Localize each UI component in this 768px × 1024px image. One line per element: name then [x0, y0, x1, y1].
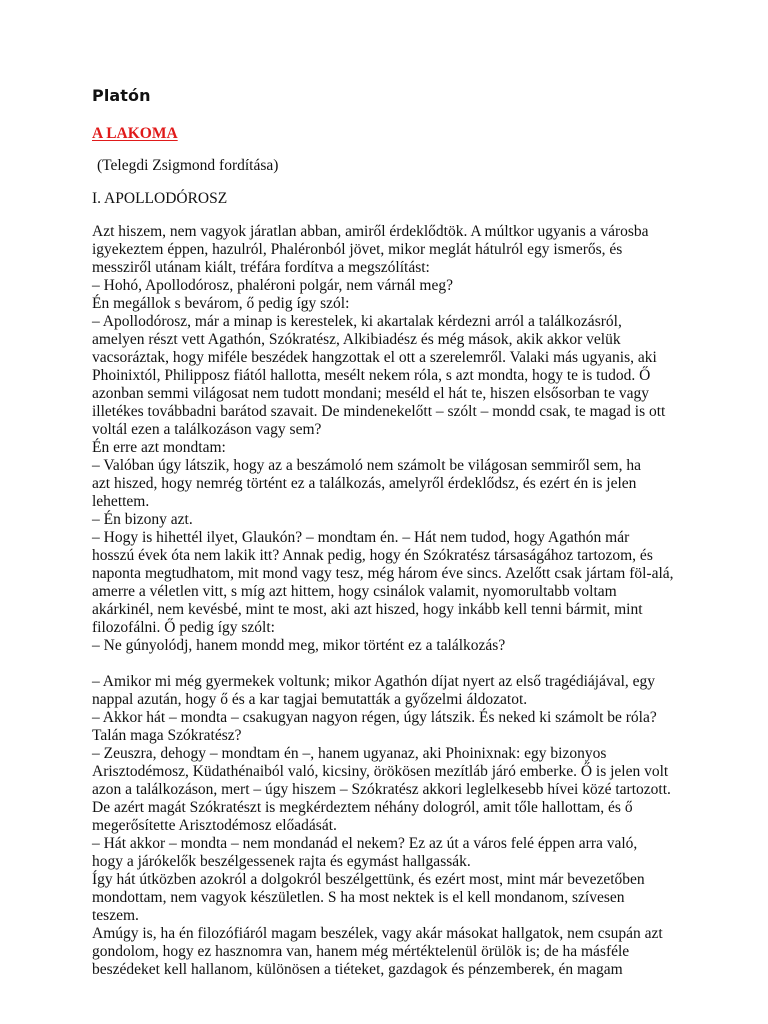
text-line: Arisztodémosz, Küdathénaiból való, kicsiny, örökösen mezítláb járó emberke. Ő is jelen volt	[92, 763, 669, 780]
text-line: Én megállok s bevárom, ő pedig így szól:	[92, 295, 350, 312]
text-line: Így hát útközben azokról a dolgokról beszélgettünk, és ezért most, mint már bevezetőben	[92, 871, 645, 888]
text-line: lehettem.	[92, 493, 150, 510]
text-line: hosszú évek óta nem lakik itt? Annak pedig, hogy én Szókratész társaságához tartozom, és	[92, 547, 653, 564]
text-line: amelyen részt vett Agathón, Szókratész, Alkibiadész és még mások, akik akkor velük	[92, 331, 621, 348]
text-line: – Apollodórosz, már a minap is kerestelek, ki akartalak kérdezni arról a találkozásról,	[92, 313, 622, 330]
text-line: beszédeket kell hallanom, különösen a tiéteket, gazdagok és pénzemberek, én magam	[92, 961, 623, 978]
text-line: – Akkor hát – mondta – csakugyan nagyon régen, úgy látszik. És neked ki számolt be róla?	[92, 709, 657, 726]
text-line: nappal azután, hogy ő és a kar tagjai bemutatták a győzelmi áldozatot.	[92, 691, 528, 708]
body-text	[92, 223, 692, 979]
text-line: Phoinixtól, Philipposz fiától hallotta, mesélt nekem róla, s azt mondta, hogy te is tudod. Ő	[92, 367, 651, 384]
text-line: azt hiszed, hogy nemrég történt ez a találkozás, amelyről érdeklődsz, és ezért én is jelen	[92, 475, 637, 492]
text-line: Amúgy is, ha én filozófiáról magam beszélek, vagy akár másokat hallgatok, nem csupán azt	[92, 925, 663, 942]
text-line: azonban semmi világosat nem tudott mondani; meséld el hát te, hiszen elsősorban te vagy	[92, 385, 650, 402]
text-line	[92, 655, 692, 673]
section-heading: I. APOLLODÓROSZ	[92, 190, 228, 207]
text-line: filozofálni. Ő pedig így szólt:	[92, 619, 275, 636]
text-line: – Én bizony azt.	[92, 511, 193, 528]
text-line: – Hát akkor – mondta – nem mondanád el nekem? Ez az út a város felé éppen arra való,	[92, 835, 638, 852]
document-title: A LAKOMA	[92, 125, 178, 142]
text-line: – Amikor mi még gyermekek voltunk; mikor Agathón díjat nyert az első tragédiájával, egy	[92, 673, 656, 690]
text-line: Talán maga Szókratész?	[92, 727, 242, 744]
text-line: akárkinél, nem kevésbé, mint te most, aki azt hiszed, hogy inkább kell tenni bármit, mint	[92, 601, 643, 618]
text-line: teszem.	[92, 907, 139, 924]
text-line: voltál ezen a találkozáson vagy sem?	[92, 421, 322, 438]
text-line: naponta megtudhatom, mit mond vagy tesz, még három éve sincs. Azelőtt csak jártam föl-alá,	[92, 565, 674, 582]
text-line: mondottam, nem vagyok készületlen. S ha most nektek is el kell mondanom, szívesen	[92, 889, 625, 906]
text-line: – Hogy is hihettél ilyet, Glaukón? – mondtam én. – Hát nem tudod, hogy Agathón már	[92, 529, 630, 546]
text-line: illetékes továbbadni barátod szavait. De mindenekelőtt – szólt – mondd csak, te magad is ott	[92, 403, 666, 420]
text-line: – Ne gúnyolódj, hanem mondd meg, mikor történt ez a találkozás?	[92, 637, 506, 654]
text-line: De azért magát Szókratészt is megkérdeztem néhány dologról, amit tőle hallottam, és ő	[92, 799, 633, 816]
text-line: igyekeztem éppen, hazulról, Phaléronból jövet, mikor meglát hátulról egy ismerős, és	[92, 241, 623, 258]
text-line: megerősítette Arisztodémosz előadását.	[92, 817, 337, 834]
text-line: amerre a véletlen vitt, s míg azt hittem, hogy csinálok valamit, nyomorultabb voltam	[92, 583, 617, 600]
text-line: Azt hiszem, nem vagyok járatlan abban, amiről érdeklődtök. A múltkor ugyanis a városba	[92, 223, 649, 240]
text-line: gondolom, hogy ez hasznomra van, hanem még mértéktelenül örülök is; de ha másféle	[92, 943, 630, 960]
text-line: messziről utánam kiált, tréfára fordítva a megszólítást:	[92, 259, 430, 276]
text-line: – Valóban úgy látszik, hogy az a beszámoló nem számolt be világosan semmiről sem, ha	[92, 457, 641, 474]
author-heading: Platón	[92, 86, 151, 105]
text-line: – Hohó, Apollodórosz, phaléroni polgár, nem várnál meg?	[92, 277, 453, 294]
text-line: hogy a járókelők beszélgessenek rajta és egymást hallgassák.	[92, 853, 471, 870]
text-line: Én erre azt mondtam:	[92, 439, 226, 456]
text-line: – Zeuszra, dehogy – mondtam én –, hanem ugyanaz, aki Phoinixnak: egy bizonyos	[92, 745, 607, 762]
text-line: vacsoráztak, hogy miféle beszédek hangzottak el ott a szerelemről. Valaki más ugyanis, aki	[92, 349, 657, 366]
translator-note: (Telegdi Zsigmond fordítása)	[97, 157, 279, 174]
text-line: azon a találkozáson, mert – úgy hiszem – Szókratész akkori leglelkesebb hívei közé tartozott.	[92, 781, 671, 798]
